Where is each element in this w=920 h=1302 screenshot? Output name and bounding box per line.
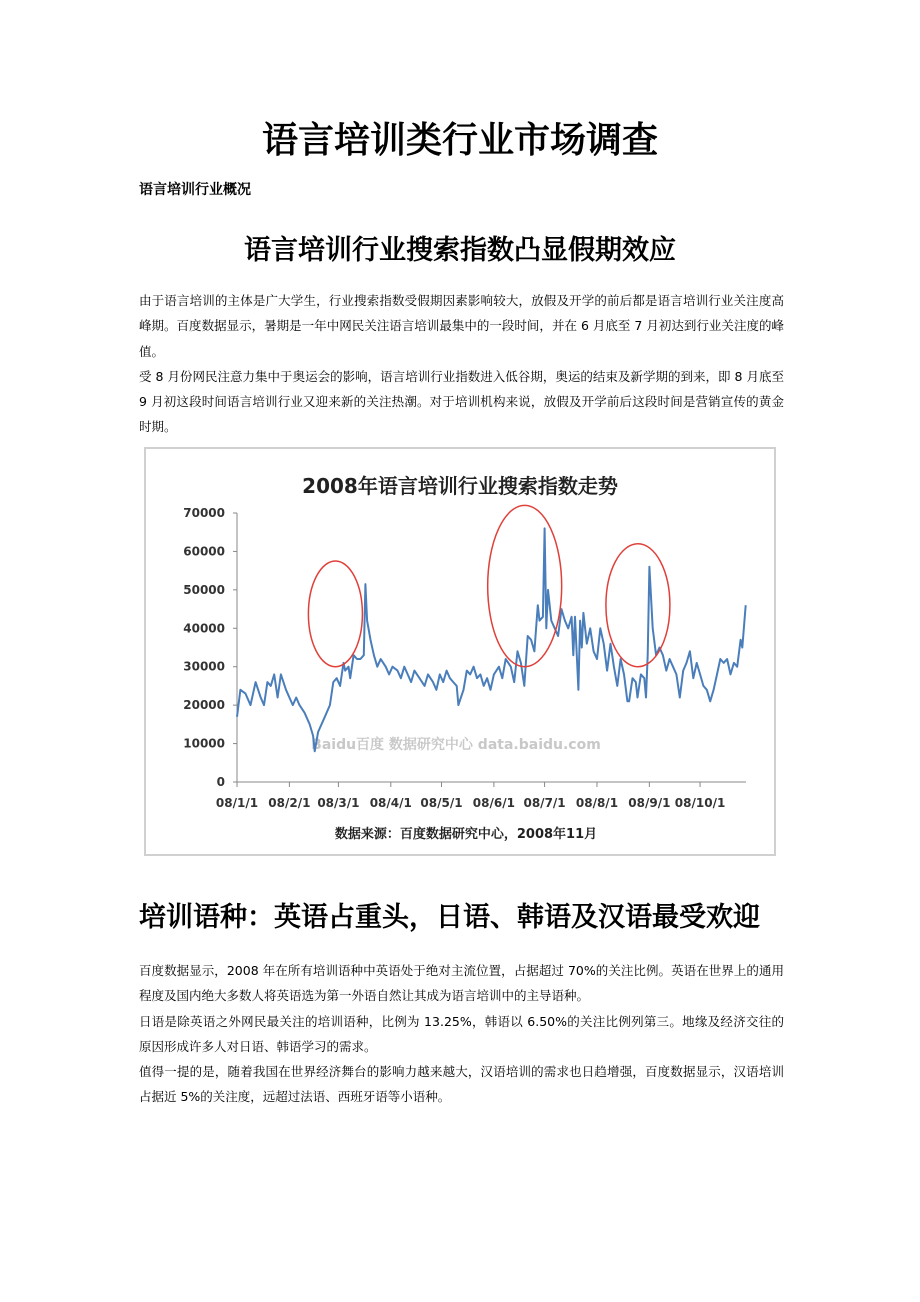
x-tick-label: 08/2/1: [268, 796, 311, 810]
peak-highlight-circle: [308, 561, 362, 667]
search-index-chart: [144, 447, 776, 856]
x-tick-label: 08/8/1: [575, 796, 619, 810]
document-title: 语言培训类行业市场调查: [261, 119, 658, 161]
peak-highlight-circle: [488, 505, 562, 666]
x-tick-label: 08/3/1: [317, 796, 360, 810]
paragraph: 受 8 月份网民注意力集中于奥运会的影响，语言培训行业指数进入低谷期，奥运的结束及新学期的到来，即 8 月底至 9 月初这段时间语言培训行业又迎来新的关注热潮。对于培训机构来说，放假及开学前后这段时间是营销宣传的黄金时期。: [139, 368, 784, 435]
paragraph: 值得一提的是，随着我国在世界经济舞台的影响力越来越大，汉语培训的需求也日趋增强，百度数据显示，汉语培训占据近 5%的关注度，远超过法语、西班牙语等小语种。: [139, 1064, 784, 1105]
x-tick-label: 08/4/1: [369, 796, 412, 810]
section1-body: [139, 288, 784, 440]
x-tick-label: 08/5/1: [420, 796, 463, 810]
section1-heading: 语言培训行业搜索指数凸显假期效应: [244, 235, 676, 266]
y-tick-label: 0: [216, 775, 225, 789]
y-tick-label: 40000: [183, 621, 225, 636]
series-line: [237, 528, 746, 751]
x-tick-label: 08/1/1: [215, 796, 259, 810]
baidu-watermark: Baidu百度 数据研究中心 data.baidu.com: [311, 737, 601, 753]
y-tick-label: 10000: [183, 736, 225, 751]
section-subtitle: 语言培训行业概况: [139, 182, 251, 198]
section2-heading: 培训语种：英语占重头，日语、韩语及汉语最受欢迎: [139, 902, 760, 933]
paragraph: 日语是除英语之外网民最关注的培训语种，比例为 13.25%，韩语以 6.50%的关注比例列第三。地缘及经济交往的原因形成许多人对日语、韩语学习的需求。: [139, 1013, 784, 1054]
y-tick-label: 50000: [183, 582, 225, 597]
y-tick-label: 20000: [183, 698, 225, 713]
y-tick-label: 70000: [183, 506, 225, 520]
x-tick-label: 08/6/1: [472, 796, 515, 810]
chart-svg: [146, 449, 774, 854]
y-tick-label: 30000: [183, 659, 225, 674]
chart-source: 数据来源：百度数据研究中心，2008年11月: [334, 827, 598, 842]
section2-body: [139, 958, 784, 1110]
y-tick-label: 60000: [183, 544, 225, 559]
x-tick-label: 08/9/1: [628, 796, 671, 810]
peak-highlight-circle: [606, 544, 670, 667]
chart-title: 2008年语言培训行业搜索指数走势: [302, 474, 618, 498]
x-tick-label: 08/7/1: [523, 796, 566, 810]
paragraph: 百度数据显示，2008 年在所有培训语种中英语处于绝对主流位置，占据超过 70%的关注比例。英语在世界上的通用程度及国内绝大多数人将英语选为第一外语自然让其成为语言培训中的主导语种。: [139, 963, 784, 1004]
paragraph: 由于语言培训的主体是广大学生，行业搜索指数受假期因素影响较大，放假及开学的前后都是语言培训行业关注度高峰期。百度数据显示，暑期是一年中网民关注语言培训最集中的一段时间，并在 6 月底至 7 月初达到行业关注度的峰值。: [139, 293, 784, 359]
x-tick-label: 08/10/1: [674, 796, 726, 810]
